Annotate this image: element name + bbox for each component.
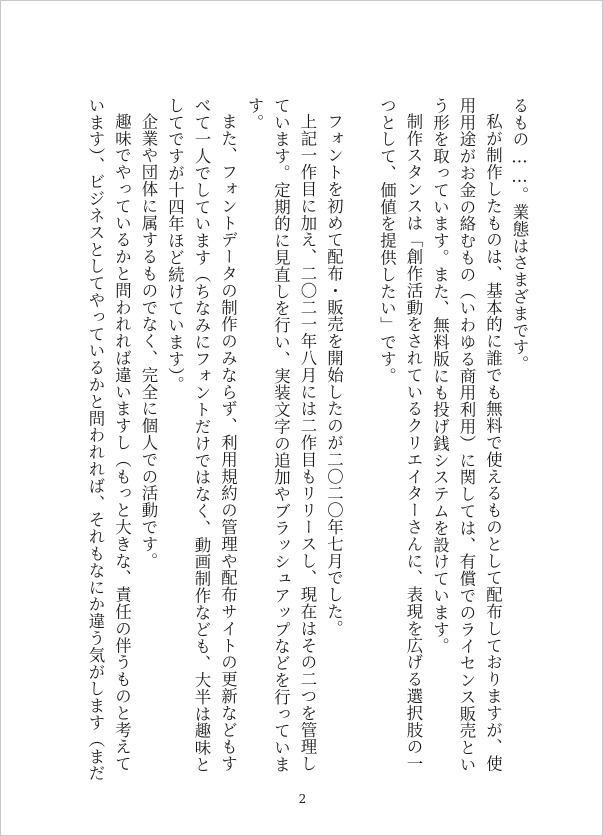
paragraph: 制作スタンスは「創作活動をされているクリエイターさんに、表現を広げる選択肢の一つとして、価値を提供したい」です。 — [377, 97, 423, 773]
body-text — [62, 97, 532, 787]
paragraph: 企業や団体に属するものでなく、完全に個人での活動です。 — [139, 113, 158, 570]
paragraph: 上記一作目に加え、二〇二一年八月には二作目もリリースし、現在はその二つを管理しています。定期的に見直しを行い、実装文字の追加やブラッシュアップなどを行っています。 — [245, 97, 317, 773]
paragraph: フォントを初めて配布・販売を開始したのが二〇二〇年七月でした。 — [324, 113, 344, 638]
paragraph: また、フォントデータの制作のみならず、利用規約の管理や配布サイトの更新などもすべて一人でしています（ちなみにフォントだけではなく、動画制作なども、大半は趣味としてですが十四年ほど続けています）。 — [165, 97, 238, 773]
paragraph: 趣味でやっているかと問われれば違いますし（もっと大きな、責任の伴うものと考えています）、ビジネスとしてやっているかと問われれば、それもなにか違う気がします（まだ — [86, 97, 132, 782]
paragraph: 私が制作したものは、基本的に誰でも無料で使えるものとして配布しておりますが、使用用途がお金の絡むもの（いわゆる商用利用）に関しては、有償でのライセンス販売という形を取っています。また、無料版にも投げ銭システムを設けています。 — [430, 97, 503, 773]
page-number: 2 — [298, 792, 307, 806]
paragraph-continuation: るもの……。業態はさまざまです。 — [510, 97, 529, 373]
blank-line — [347, 97, 374, 787]
